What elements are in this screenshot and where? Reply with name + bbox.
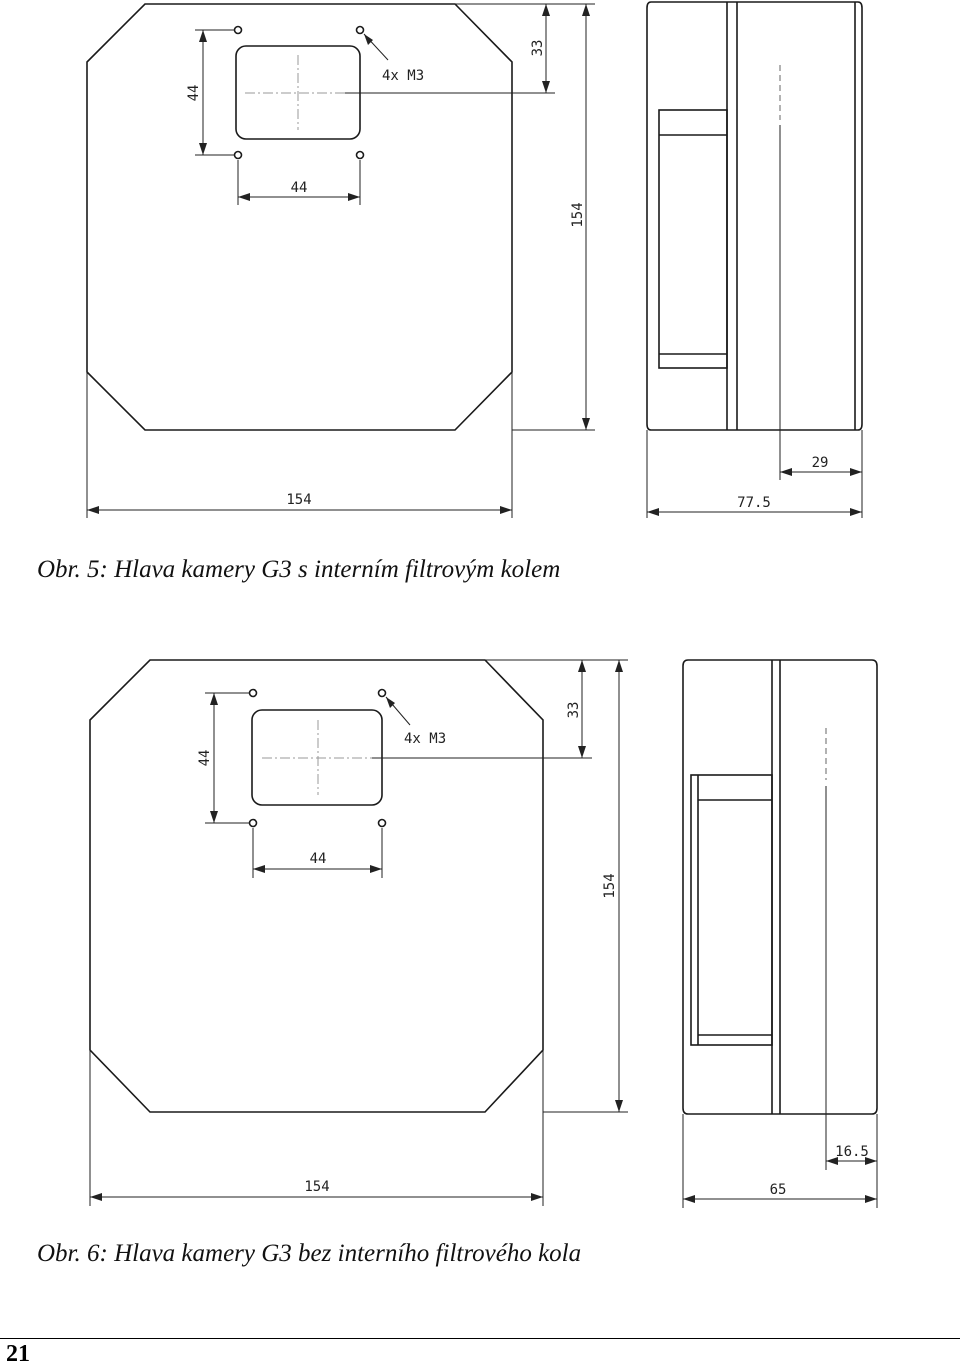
front-view-outline [87, 4, 512, 430]
side-view-body [647, 2, 862, 430]
dim-height: 154 [602, 873, 618, 899]
mounting-hole [357, 27, 364, 34]
dim-hole-spacing-horizontal: 44 [290, 180, 308, 196]
dim-depth: 77.5 [737, 495, 771, 511]
front-view-outline [90, 660, 543, 1112]
side-view-filter-housing [691, 775, 772, 1045]
dim-hole-spacing-horizontal: 44 [309, 851, 327, 867]
dim-top-offset: 33 [566, 701, 582, 719]
mounting-hole [250, 820, 257, 827]
mounting-hole [235, 152, 242, 159]
mounting-hole [250, 690, 257, 697]
hole-note: 4x M3 [382, 68, 425, 84]
dim-top-offset: 33 [530, 39, 546, 57]
side-view-filter-housing [659, 110, 727, 368]
figure-6-caption: Obr. 6: Hlava kamery G3 bez interního filtrového kola [37, 1240, 582, 1267]
page-number: 21 [6, 1341, 30, 1367]
dim-height: 154 [570, 202, 586, 228]
dim-flange: 16.5 [835, 1144, 869, 1160]
figure-6-drawing [0, 650, 960, 1220]
dim-width: 154 [286, 492, 312, 508]
mounting-hole [357, 152, 364, 159]
dim-flange: 29 [811, 455, 829, 471]
dim-width: 154 [304, 1179, 330, 1195]
dim-hole-spacing-vertical: 44 [186, 84, 202, 102]
figure-5-caption: Obr. 5: Hlava kamery G3 s interním filtrovým kolem [37, 556, 561, 583]
dim-depth: 65 [769, 1182, 787, 1198]
mounting-hole [235, 27, 242, 34]
figure-5-drawing [0, 0, 960, 530]
dim-hole-spacing-vertical: 44 [197, 749, 213, 767]
hole-note: 4x M3 [404, 731, 447, 747]
mounting-hole [379, 690, 386, 697]
footer-rule [0, 1338, 960, 1339]
mounting-hole [379, 820, 386, 827]
